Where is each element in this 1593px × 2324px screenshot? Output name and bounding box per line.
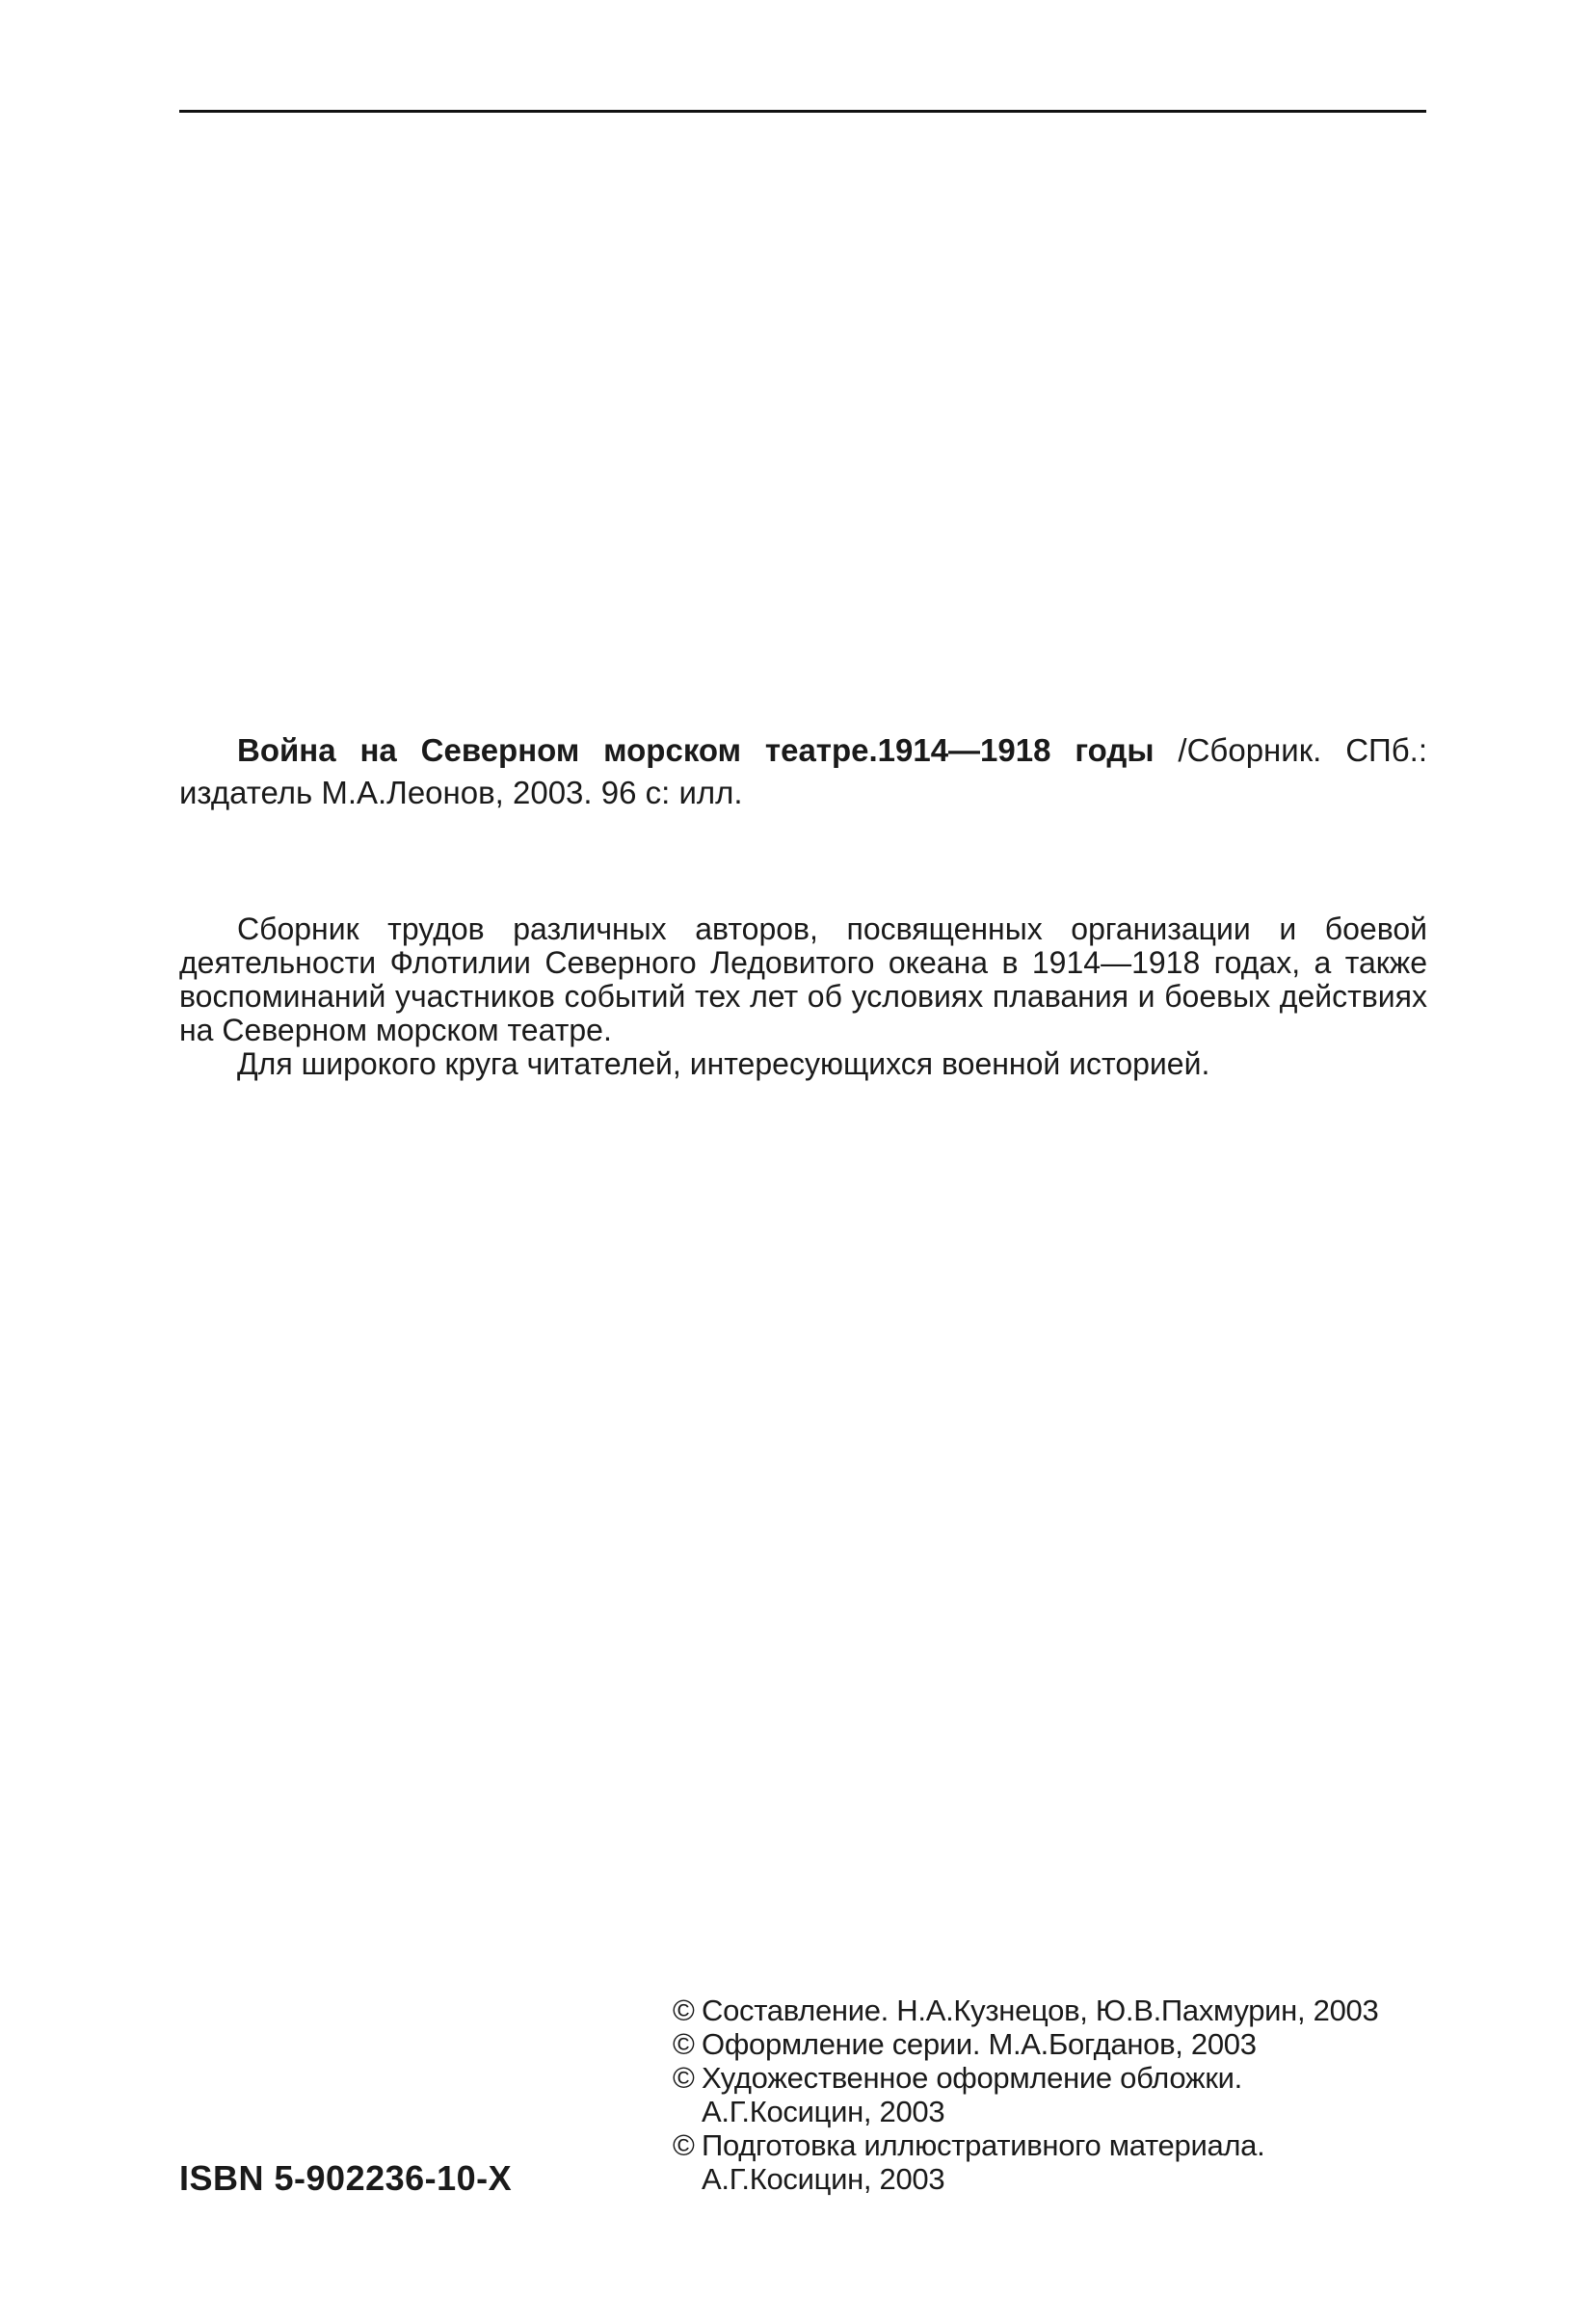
bibliographic-record [179,729,1427,814]
isbn: ISBN 5-902236-10-X [179,2158,513,2198]
annotation-description: Сборник трудов различных авторов, посвященных организации и боевой деятельности Флотилии Северного Ледовитого океана в 1914—1918 годах, а также воспоминаний участников событий тех лет об условиях плавания и боевых действиях на Северном морском театре. [179,911,1427,1047]
copyright-illustrations: © Подготовка иллюстративного материала. [673,2128,1265,2162]
copyright-symbol: © [673,1994,695,2027]
copyright-block [673,1994,1444,2196]
copyright-symbol: © [673,2061,695,2095]
copyright-cover-design: © Художественное оформление обложки. [673,2061,1242,2095]
copyright-cover-design-author: А.Г.Косицин, 2003 [702,2095,945,2128]
top-rule [179,110,1426,113]
annotation-audience: Для широкого круга читателей, интересующихся военной историей. [237,1046,1210,1081]
copyright-series-design: © Оформление серии. М.А.Богданов, 2003 [673,2027,1257,2061]
copyright-symbol: © [673,2128,695,2162]
copyright-symbol: © [673,2027,695,2061]
copyright-illustrations-author: А.Г.Косицин, 2003 [702,2162,945,2196]
annotation [179,912,1427,1081]
publication-details: /Сборник. СПб.: издатель М.А.Леонов, 2003. 96 с: илл. [179,732,1427,810]
book-title: Война на Северном морском театре.1914—1918 годы [237,732,1155,768]
copyright-compilation: © Составление. Н.А.Кузнецов, Ю.В.Пахмурин, 2003 [673,1994,1379,2027]
